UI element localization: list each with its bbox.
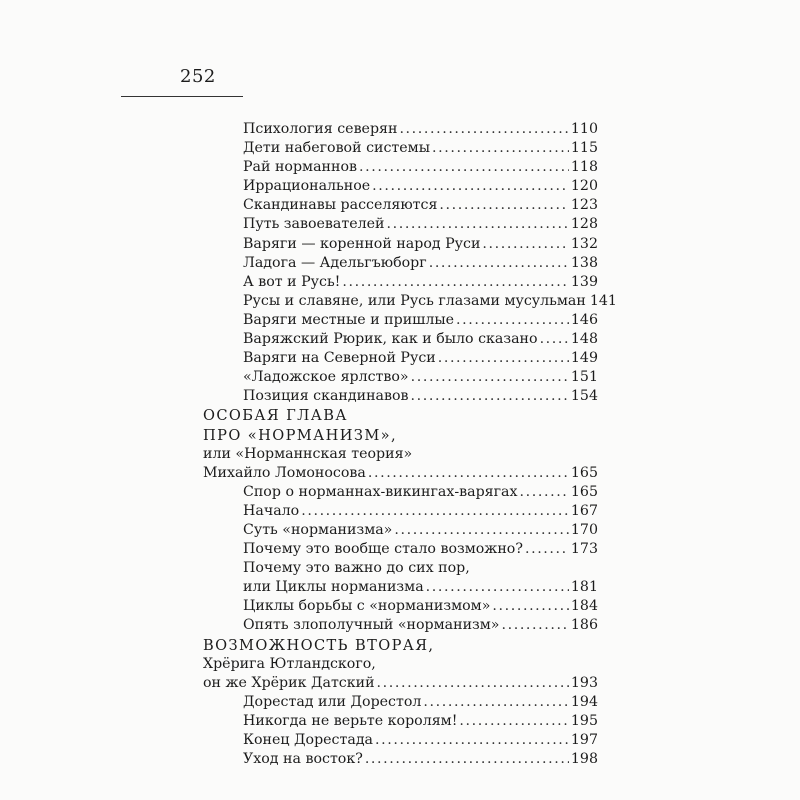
toc-entry: [203, 674, 598, 693]
toc-entry-page: 139: [570, 273, 598, 290]
toc-dot-leader: [432, 139, 569, 158]
toc-entry-title: Ладога — Адельгъюборг: [243, 254, 427, 271]
toc-entry-title: ОСОБАЯ ГЛАВА: [203, 407, 348, 425]
toc-entry-page: 110: [570, 121, 598, 137]
toc-entry-page: 154: [570, 388, 598, 405]
toc-entry-title: Варяги — коренной народ Руси: [243, 235, 481, 252]
toc-entry-page: 198: [570, 751, 598, 768]
toc-entry-title: Дети набеговой системы: [243, 140, 430, 157]
toc-entry-title: Путь завоевателей: [243, 216, 385, 233]
toc-entry-title: Варяги на Северной Руси: [243, 350, 436, 367]
toc-entry: [203, 483, 598, 502]
toc-entry: [203, 177, 598, 196]
toc-entry-page: 149: [570, 350, 598, 367]
toc-entry-page: 165: [570, 483, 598, 500]
toc-entry-page: 167: [570, 502, 598, 519]
page-number: 252: [180, 66, 216, 87]
toc-entry: [203, 139, 598, 158]
toc-entry: [203, 521, 598, 540]
toc-dot-leader: [456, 311, 569, 330]
toc-entry: [203, 693, 598, 712]
toc-dot-leader: [368, 464, 569, 483]
toc-dot-leader: [301, 502, 569, 521]
toc-entry-title: Суть «норманизма»: [243, 521, 393, 538]
toc-entry-page: 165: [570, 464, 598, 481]
toc-entry: [203, 464, 598, 483]
toc-chapter-heading: [203, 636, 598, 655]
toc-entry-page: 195: [570, 712, 598, 729]
toc-entry-page: 146: [570, 311, 598, 328]
toc-entry-page: 120: [570, 178, 598, 195]
toc-entry-title: ВОЗМОЖНОСТЬ ВТОРАЯ,: [203, 636, 435, 654]
toc-dot-leader: [501, 616, 568, 635]
toc-dot-leader: [375, 731, 569, 750]
toc-entry-title: или Циклы норманизма: [243, 579, 424, 596]
toc-entry-page: 193: [570, 674, 598, 691]
toc-entry-page: 151: [570, 369, 598, 386]
toc-dot-leader: [394, 521, 569, 540]
toc-dot-leader: [459, 712, 568, 731]
toc-entry-title: Психология северян: [243, 121, 398, 137]
toc-entry-page: 197: [570, 732, 598, 748]
toc-entry-title: «Ладожское ярлство»: [243, 369, 409, 386]
toc-dot-leader: [411, 387, 569, 406]
toc-dot-leader: [423, 693, 569, 712]
toc-entry: [203, 445, 598, 464]
header-rule: [121, 96, 243, 97]
toc-entry-title: Варяжский Рюрик, как и было сказано: [243, 331, 538, 348]
toc-entry: [203, 616, 598, 635]
toc-entry: [203, 292, 617, 311]
toc-dot-leader: [540, 330, 569, 349]
toc-dot-leader: [492, 597, 569, 616]
toc-dot-leader: [438, 349, 569, 368]
toc-dot-leader: [482, 235, 569, 254]
toc-entry-title: Рай норманнов: [243, 159, 357, 176]
toc-dot-leader: [520, 483, 569, 502]
toc-entry-page: 181: [570, 579, 598, 596]
toc-entry-title: Почему это важно до сих пор,: [243, 560, 470, 577]
toc-dot-leader: [359, 158, 569, 177]
toc-entry-title: Никогда не верьте королям!: [243, 712, 458, 729]
toc-entry: [203, 330, 598, 349]
toc-chapter-heading: [203, 426, 598, 445]
toc-entry-page: 118: [570, 159, 598, 176]
toc-entry: [203, 311, 598, 330]
toc-entry-title: Опять злополучный «норманизм»: [243, 617, 500, 634]
toc-entry-title: Варяги местные и пришлые: [243, 311, 455, 328]
toc-entry-title: Циклы борьбы с «норманизмом»: [243, 598, 491, 615]
toc-entry-title: А вот и Русь!: [243, 273, 341, 290]
toc-entry-title: Позиция скандинавов: [243, 388, 409, 405]
toc-entry-title: Спор о норманнах-викингах-варягах: [243, 483, 518, 500]
toc-chapter-heading: [203, 406, 598, 425]
toc-entry: [203, 597, 598, 616]
toc-entry-page: 173: [570, 541, 598, 558]
toc-entry-page: 138: [570, 254, 598, 271]
toc-dot-leader: [377, 674, 569, 693]
toc-entry: [203, 273, 598, 292]
toc-dot-leader: [429, 254, 569, 273]
toc-entry: [203, 368, 598, 387]
toc-entry: [203, 712, 598, 731]
toc-entry-title: Скандинавы расселяются: [243, 197, 438, 214]
toc-entry: [203, 731, 598, 750]
toc-entry: [203, 254, 598, 273]
toc-entry: [203, 235, 598, 254]
toc-entry-title: Михайло Ломоносова: [203, 464, 366, 481]
toc-entry: [203, 655, 598, 674]
toc-entry-title: Иррациональное: [243, 178, 371, 195]
toc-entry-page: 194: [570, 693, 598, 710]
toc-entry-title: ПРО «НОРМАНИЗМ»,: [203, 426, 398, 444]
toc-dot-leader: [342, 273, 569, 292]
toc-entry-page: 123: [570, 197, 598, 214]
toc-entry-page: 115: [570, 140, 598, 157]
toc-entry-title: он же Хрёрик Датский: [203, 674, 375, 691]
toc-entry: [203, 215, 598, 234]
toc-entry-title: Русы и славяне, или Русь глазами мусульман: [243, 292, 586, 309]
toc-entry: [203, 196, 598, 215]
toc-entry-title: или «Норманнская теория»: [203, 445, 413, 462]
table-of-contents: [203, 120, 617, 769]
toc-entry-page: 141: [589, 292, 617, 309]
toc-entry-title: Почему это вообще стало возможно?: [243, 541, 523, 558]
toc-entry: [203, 120, 598, 139]
toc-entry: [203, 559, 598, 578]
toc-entry: [203, 387, 598, 406]
toc-entry-page: 186: [570, 617, 598, 634]
toc-dot-leader: [426, 578, 569, 597]
toc-entry-page: 128: [570, 216, 598, 233]
toc-entry: [203, 578, 598, 597]
toc-dot-leader: [411, 368, 569, 387]
toc-dot-leader: [372, 177, 569, 196]
toc-entry-title: Конец Дорестада: [243, 732, 374, 748]
toc-entry: [203, 750, 598, 769]
toc-entry: [203, 158, 598, 177]
toc-entry-page: 170: [570, 521, 598, 538]
toc-dot-leader: [525, 540, 569, 559]
toc-entry-title: Хрёрига Ютландского,: [203, 655, 376, 672]
toc-dot-leader: [439, 196, 568, 215]
toc-entry-title: Уход на восток?: [243, 751, 363, 768]
toc-entry-page: 148: [570, 331, 598, 348]
toc-dot-leader: [365, 750, 569, 769]
toc-entry-title: Начало: [243, 502, 300, 519]
toc-entry-title: Дорестад или Дорестол: [243, 693, 422, 710]
toc-dot-leader: [386, 215, 568, 234]
toc-entry: [203, 349, 598, 368]
toc-entry: [203, 540, 598, 559]
toc-entry-page: 184: [570, 598, 598, 615]
toc-entry-page: 132: [570, 235, 598, 252]
toc-entry: [203, 502, 598, 521]
toc-dot-leader: [399, 120, 568, 139]
